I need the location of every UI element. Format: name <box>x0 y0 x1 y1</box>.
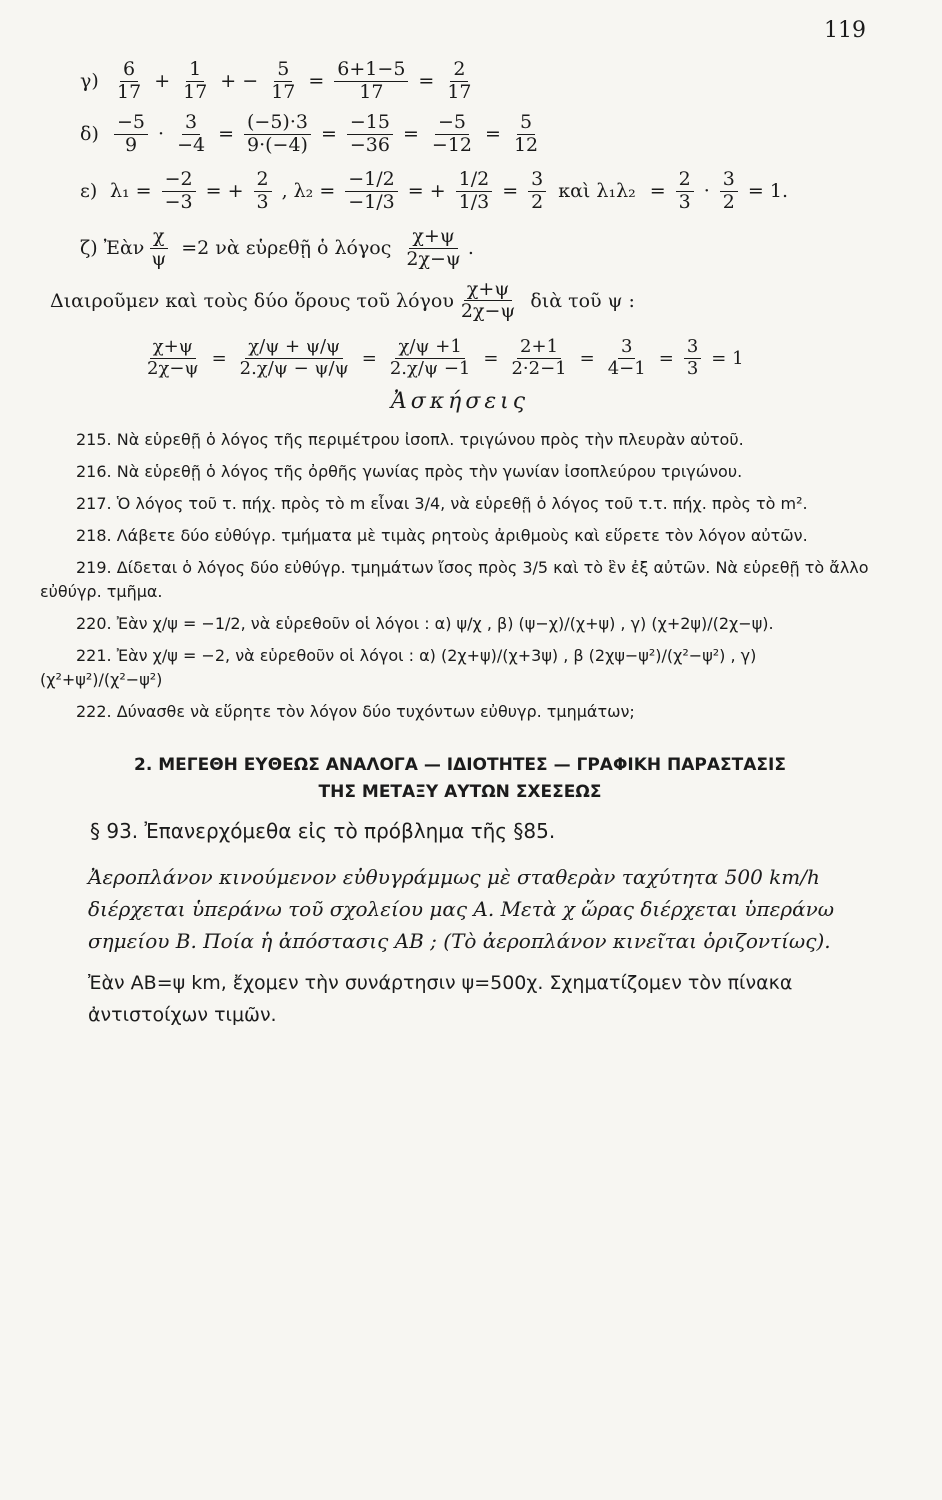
fraction: $\frac{\chi+\psi}{2\chi-\psi}$ <box>460 277 516 323</box>
fraction: $\frac{-15}{-36}$ <box>347 113 393 156</box>
exercise-item <box>40 460 880 484</box>
fraction: $\frac{-1/2}{-1/3}$ <box>345 170 398 213</box>
fraction: $\frac{3}{2}$ <box>528 170 546 213</box>
fraction: $\frac{3}{-4}$ <box>177 110 206 156</box>
equation-gamma: γ) $\frac{6}{17}$ + $\frac{1}{17}$ + − $\frac{5}{17}$ = $\frac{6+1-5}{17}$ = $\frac{2}{17}$ <box>40 60 880 103</box>
label-zeta: ζ) Ἐὰν <box>80 237 145 260</box>
label-delta: δ) <box>80 123 99 146</box>
fraction: $\frac{6+1-5}{17}$ <box>334 60 408 103</box>
fraction: $\frac{-5}{9}$ <box>114 113 148 156</box>
page-number: 119 <box>824 18 866 43</box>
exercise-item <box>40 428 880 452</box>
label-gamma: γ) <box>80 70 99 93</box>
label-epsilon: ε) <box>80 180 98 203</box>
fraction: $\frac{-5}{-12}$ <box>431 110 473 156</box>
lambda-1: λ₁ <box>110 180 130 203</box>
exercise-number: 220. <box>76 614 112 634</box>
exercise-text: Δύνασθε νὰ εὕρητε τὸν λόγον δύο τυχόντων εὐθυγρ. τμημάτων; <box>116 702 635 722</box>
exercise-number: 218. <box>76 526 112 546</box>
exercise-item <box>40 492 880 516</box>
problem-statement: Ἀεροπλάνον κινούμενον εὐθυγράμμως μὲ σταθερὰν ταχύτητα 500 km/h διέρχεται ὑπεράνω τοῦ σχολείου μας Α. Μετὰ χ ὥρας διέρχεται ὑπεράνω σημείου Β. Ποία ἡ ἀπόστασις ΑΒ ; (Τὸ ἀεροπλάνον κινεῖται ὁριζοντίως). <box>88 864 835 953</box>
result-epsilon: = 1. <box>747 180 788 203</box>
fraction: $\frac{5}{12}$ <box>513 110 539 156</box>
exercise-text: Λάβετε δύο εὐθύγρ. τμήματα μὲ τιμὰς ρητοὺς ἀριθμοὺς καὶ εὕρετε τὸν λόγον αὐτῶν. <box>116 526 808 546</box>
fraction: $\frac{1/2}{1/3}$ <box>456 170 493 213</box>
section-title: Ἀσκήσεις <box>390 389 530 415</box>
fraction: $\frac{\chi/\psi + \psi/\psi}{2.\chi/\psi - \psi/\psi}$ <box>239 336 349 380</box>
fraction: $\frac{2}{17}$ <box>447 58 472 103</box>
fraction: $\frac{3}{4-1}$ <box>607 336 646 380</box>
equation-delta: δ) $\frac{-5}{9}$ · $\frac{3}{-4}$ = $\frac{(-5)\cdot 3}{9\cdot(-4)}$ = $\frac{-15}{-36}$ = $\frac{-5}{-12}$ = $\frac{5}{12}$ <box>40 113 880 156</box>
fraction: $\frac{\chi/\psi +1}{2.\chi/\psi -1}$ <box>389 336 471 380</box>
exercise-number: 215. <box>76 430 112 450</box>
equation-epsilon: ε) λ₁ = $\frac{-2}{-3}$ = + $\frac{2}{3}$ , λ₂ = $\frac{-1/2}{-1/3}$ = + $\frac{1/2}{1/3}$ = $\frac{3}{2}$ καὶ λ₁λ₂ = $\frac{2}{3}$ · $\frac{3}{2}$ = 1. <box>80 167 788 213</box>
big-equation: $\frac{\chi+\psi}{2\chi-\psi}$ = $\frac{\chi/\psi + \psi/\psi}{2.\chi/\psi - \psi/\psi}$ = $\frac{\chi/\psi +1}{2.\chi/\psi -1}$ = $\frac{2+1}{2\cdot 2-1}$ = $\frac{3}{4-1}$ = $\frac{3}{3}$ = 1 <box>40 338 880 379</box>
exercise-item <box>40 556 880 604</box>
exercise-number: 216. <box>76 462 112 482</box>
fraction: $\frac{6}{17}$ <box>117 58 142 103</box>
exercise-item <box>40 524 880 548</box>
exercise-item <box>40 612 880 636</box>
exercise-text: Ἐὰν χ/ψ = −1/2, νὰ εὑρεθοῦν οἱ λόγοι : α) ψ/χ , β) (ψ−χ)/(χ+ψ) , γ) (χ+2ψ)/(2χ−ψ). <box>116 614 774 634</box>
fraction: $\frac{2}{3}$ <box>254 170 272 213</box>
exercise-text: Νὰ εὑρεθῇ ὁ λόγος τῆς περιμέτρου ἰσοπλ. τριγώνου πρὸς τὴν πλευρὰν αὐτοῦ. <box>116 430 744 450</box>
paragraph-93: § 93. Ἐπανερχόμεθα εἰς τὸ πρόβλημα τῆς §85. <box>90 818 556 843</box>
exercise-text: Ὁ λόγος τοῦ τ. πήχ. πρὸς τὸ m εἶναι 3/4, νὰ εὑρεθῇ ὁ λόγος τοῦ τ.τ. πήχ. πρὸς τὸ m². <box>116 494 808 514</box>
fraction: $\frac{2}{3}$ <box>676 170 694 213</box>
equation-zeta: ζ) Ἐὰν $\frac{\chi}{\psi}$ =2 νὰ εὑρεθῇ ὁ λόγος $\frac{\chi+\psi}{2\chi-\psi}$ . <box>80 224 474 270</box>
exercise-item <box>40 644 880 692</box>
fraction: $\frac{2+1}{2\cdot 2-1}$ <box>511 336 567 380</box>
fraction: $\frac{3}{3}$ <box>684 338 701 379</box>
divide-line <box>40 277 880 323</box>
exercise-number: 222. <box>76 702 112 722</box>
text-zeta-eq: =2 νὰ εὑρεθῇ ὁ λόγος <box>181 237 392 260</box>
result-big: = 1 <box>711 348 744 370</box>
text-divide: Διαιροῦμεν καὶ τοὺς δύο ὅρους τοῦ λόγου <box>50 289 454 312</box>
text-divide-tail: διὰ τοῦ ψ : <box>530 289 635 312</box>
lambda-2: λ₂ <box>293 180 314 203</box>
fraction: $\frac{\chi}{\psi}$ <box>151 224 167 270</box>
chapter-heading-line1: 2. ΜΕΓΕΘΗ ΕΥΘΕΩΣ ΑΝΑΛΟΓΑ — ΙΔΙΟΤΗΤΕΣ — ΓΡΑΦΙΚΗ ΠΑΡΑΣΤΑΣΙΣ <box>134 755 786 776</box>
exercise-item <box>40 700 880 724</box>
fraction: $\frac{\chi+\psi}{2\chi-\psi}$ <box>147 336 199 380</box>
fraction: $\frac{5}{17}$ <box>271 58 296 103</box>
exercise-number: 217. <box>76 494 112 514</box>
page-content <box>40 60 880 1031</box>
fraction: $\frac{(-5)\cdot 3}{9\cdot(-4)}$ <box>244 113 311 156</box>
exercise-text: Δίδεται ὁ λόγος δύο εὐθύγρ. τμημάτων ἴσος πρὸς 3/5 καὶ τὸ ἓν ἐξ αὐτῶν. Νὰ εὑρεθῇ τὸ ἄλλο εὐθύγρ. τμῆμα. <box>40 558 869 602</box>
fraction: $\frac{-2}{-3}$ <box>162 170 196 213</box>
fraction: $\frac{\chi+\psi}{2\chi-\psi}$ <box>406 224 461 270</box>
conclusion-text: Ἐὰν ΑΒ=ψ km, ἔχομεν τὴν συνάρτησιν ψ=500χ. Σχηματίζομεν τὸν πίνακα ἀντιστοίχων τιμῶν. <box>88 971 793 1027</box>
exercise-number: 221. <box>76 646 112 666</box>
exercise-number: 219. <box>76 558 112 578</box>
text-kai: καὶ λ₁λ₂ <box>558 180 636 203</box>
exercise-list <box>40 428 880 724</box>
exercise-text: Νὰ εὑρεθῇ ὁ λόγος τῆς ὀρθῆς γωνίας πρὸς τὴν γωνίαν ἰσοπλεύρου τριγώνου. <box>116 462 743 482</box>
fraction: $\frac{3}{2}$ <box>720 170 738 213</box>
exercise-text: Ἐὰν χ/ψ = −2, νὰ εὑρεθοῦν οἱ λόγοι : α) (2χ+ψ)/(χ+3ψ) , β (2χψ−ψ²)/(χ²−ψ²) , γ) (χ²+ψ²)/(χ²−ψ²) <box>40 646 757 690</box>
chapter-heading <box>40 752 880 805</box>
fraction: $\frac{1}{17}$ <box>183 58 208 103</box>
chapter-heading-line2: ΤΗΣ ΜΕΤΑΞΥ ΑΥΤΩΝ ΣΧΕΣΕΩΣ <box>318 781 602 802</box>
